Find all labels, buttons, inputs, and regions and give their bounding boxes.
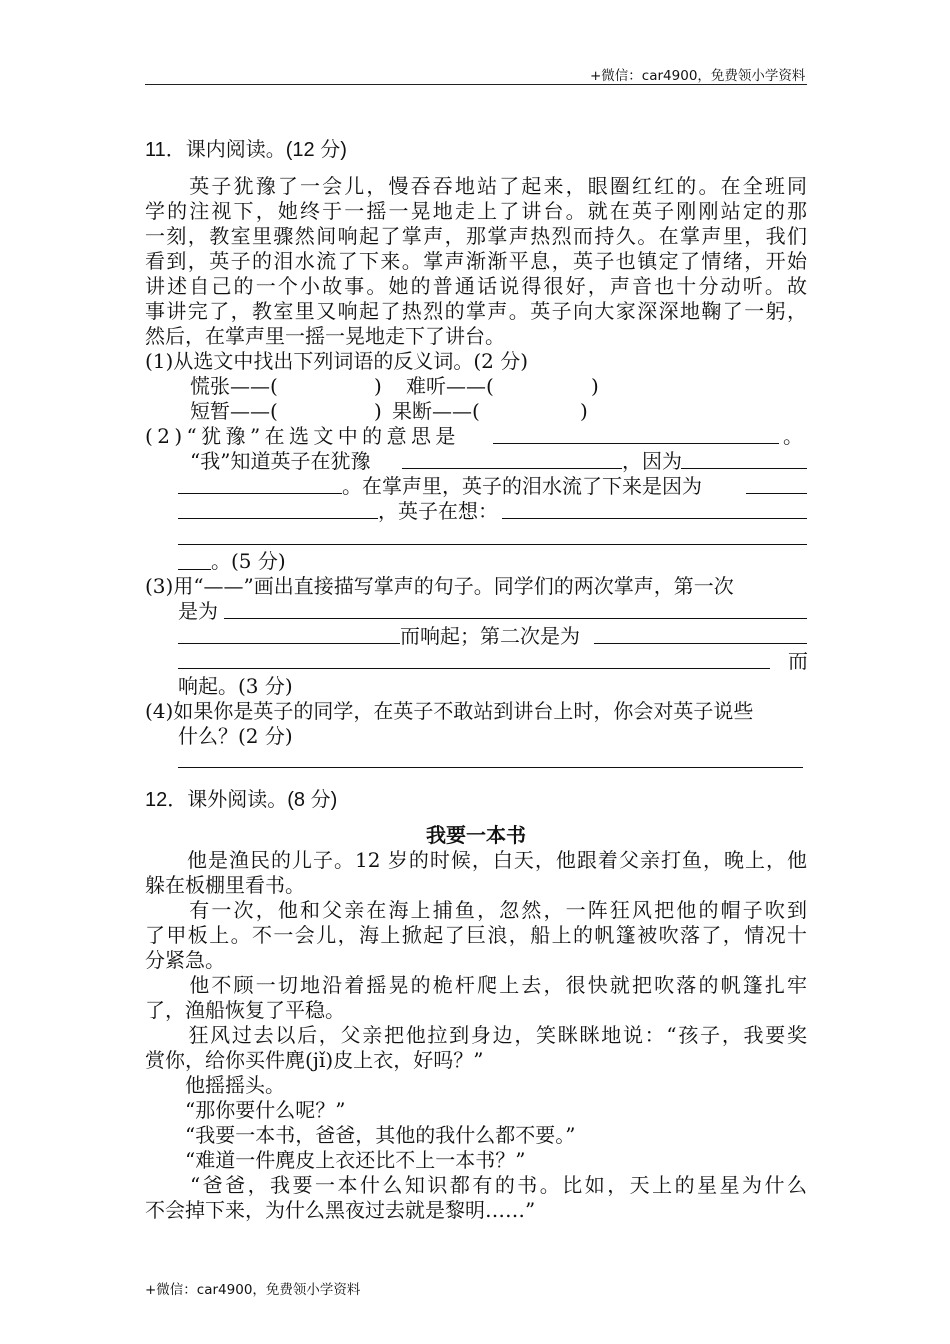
story-line: 有一次，他和父亲在海上捕鱼，忽然，一阵狂风把他的帽子吹到	[145, 898, 807, 922]
header-note: +微信：car4900，免费领小学资料	[590, 68, 806, 84]
story-line: 赏你，给你买件麂(jǐ)皮上衣，好吗？”	[145, 1048, 484, 1072]
q11-passage-line: 一刻，教室里骤然间响起了掌声，那掌声热烈而持久。在掌声里，我们	[145, 224, 807, 248]
story-line: 不会掉下来，为什么黑夜过去就是黎明……”	[145, 1198, 536, 1222]
q11-passage-line: 英子犹豫了一会儿，慢吞吞地站了起来，眼圈红红的。在全班同	[145, 174, 807, 198]
q11-passage-line: 讲述自己的一个小故事。她的普通话说得很好，声音也十分动听。故	[145, 274, 807, 298]
story-line: 躲在板棚里看书。	[145, 873, 305, 897]
answer-blank[interactable]	[178, 544, 807, 545]
antonym-close-1: )	[374, 374, 382, 398]
answer-blank[interactable]	[178, 767, 803, 768]
q11-sub4-line2: 什么？(2 分)	[178, 724, 293, 748]
story-line: 分紧急。	[145, 948, 225, 972]
q11-heading: 11．课内阅读。(12 分)	[145, 139, 347, 161]
q11-sub2-line2a: “我”知道英子在犹豫	[190, 449, 371, 473]
antonym-item-4: 果断——(	[392, 399, 480, 423]
story-line: “难道一件麂皮上衣还比不上一本书？”	[145, 1148, 526, 1172]
q11-sub2-period: 。	[783, 424, 803, 448]
antonym-item-2: 难听——(	[406, 374, 494, 398]
answer-blank[interactable]	[746, 493, 807, 494]
answer-blank[interactable]	[178, 569, 211, 570]
answer-blank[interactable]	[178, 518, 378, 519]
q11-sub3-er: 而	[788, 649, 808, 673]
antonym-close-2: )	[591, 374, 599, 398]
answer-blank[interactable]	[402, 468, 622, 469]
q11-sub2-line2b: ，因为	[622, 449, 682, 473]
answer-blank[interactable]	[178, 643, 400, 644]
story-line: 他摇摇头。	[145, 1073, 285, 1097]
antonym-close-3: )	[374, 399, 382, 423]
answer-blank[interactable]	[681, 468, 807, 469]
q11-passage-line: 学的注视下，她终于一摇一晃地走上了讲台。就在英子刚刚站定的那	[145, 199, 807, 223]
q11-sub3-line3: 而响起；第二次是为	[400, 624, 580, 648]
q11-passage-line: 事讲完了，教室里又响起了热烈的掌声。英子向大家深深地鞠了一躬，	[145, 299, 807, 323]
story-line: 他不顾一切地沿着摇晃的桅杆爬上去，很快就把吹落的帆篷扎牢	[145, 973, 807, 997]
story-line: 他是渔民的儿子。12 岁的时候，白天，他跟着父亲打鱼，晚上，他	[145, 848, 807, 872]
antonym-item-3: 短暂——(	[190, 399, 278, 423]
q11-sub2-line3: 。在掌声里，英子的泪水流了下来是因为	[342, 474, 702, 498]
q11-passage-line: 看到，英子的泪水流了下来。掌声渐渐平息，英子也镇定了情绪，开始	[145, 249, 807, 273]
q11-sub3-line1: (3)用“——”画出直接描写掌声的句子。同学们的两次掌声，第一次	[145, 574, 734, 598]
answer-blank[interactable]	[502, 518, 807, 519]
answer-blank[interactable]	[178, 668, 770, 669]
q11-sub2-line4: ，英子在想：	[378, 499, 498, 523]
story-line: “那你要什么呢？”	[145, 1098, 346, 1122]
answer-blank[interactable]	[224, 618, 807, 619]
q11-sub1-prompt: (1)从选文中找出下列词语的反义词。(2 分)	[145, 349, 529, 373]
q11-sub4-line1: (4)如果你是英子的同学，在英子不敢站到讲台上时，你会对英子说些	[145, 699, 754, 723]
q11-sub2-score: 。(5 分)	[211, 549, 286, 573]
story-line: “我要一本书，爸爸，其他的我什么都不要。”	[145, 1123, 576, 1147]
antonym-item-1: 慌张——(	[190, 374, 278, 398]
story-title: 我要一本书	[426, 823, 526, 847]
answer-blank[interactable]	[594, 643, 807, 644]
story-line: “爸爸，我要一本什么知识都有的书。比如，天上的星星为什么	[145, 1173, 807, 1197]
story-line: 狂风过去以后，父亲把他拉到身边，笑眯眯地说：“孩子，我要奖	[145, 1023, 807, 1047]
antonym-close-4: )	[580, 399, 588, 423]
q11-sub2-line1: (2)“犹豫”在选文中的意思是	[145, 424, 460, 448]
q11-passage-line: 然后，在掌声里一摇一晃地走下了讲台。	[145, 324, 505, 348]
answer-blank[interactable]	[178, 493, 342, 494]
q12-heading: 12．课外阅读。(8 分)	[145, 789, 338, 811]
footer-note: +微信：car4900，免费领小学资料	[145, 1282, 361, 1298]
story-line: 了，渔船恢复了平稳。	[145, 998, 345, 1022]
q11-sub3-line2: 是为	[178, 599, 218, 623]
header-rule	[145, 84, 807, 85]
answer-blank[interactable]	[493, 443, 779, 444]
q11-sub3-score: 响起。(3 分)	[178, 674, 293, 698]
story-line: 了甲板上。不一会儿，海上掀起了巨浪，船上的帆篷被吹落了，情况十	[145, 923, 807, 947]
